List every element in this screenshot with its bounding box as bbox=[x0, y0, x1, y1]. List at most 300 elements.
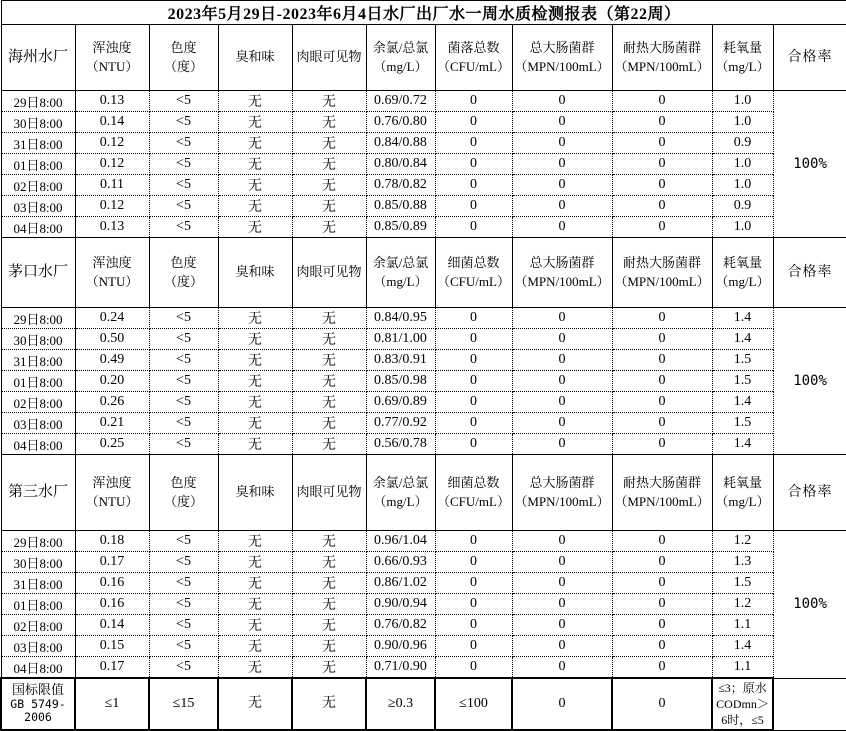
column-header-unit: （NTU） bbox=[85, 273, 139, 289]
value-cell: 1.0 bbox=[712, 91, 773, 112]
value-cell: 0 bbox=[612, 636, 712, 657]
value-cell: 0 bbox=[612, 329, 712, 350]
column-header-unit: （mg/L） bbox=[715, 58, 770, 74]
value-cell: <5 bbox=[149, 531, 218, 552]
value-cell: 0.85/0.88 bbox=[366, 196, 435, 217]
limit-value-cell: 0 bbox=[512, 678, 612, 730]
value-cell: 0.11 bbox=[75, 175, 149, 196]
value-cell: 0 bbox=[512, 636, 612, 657]
value-cell: 无 bbox=[218, 615, 292, 636]
value-cell: <5 bbox=[149, 308, 218, 329]
limits-label-line: 2006 bbox=[24, 710, 52, 725]
value-cell: 0 bbox=[512, 91, 612, 112]
column-header-unit: （度） bbox=[163, 58, 203, 74]
value-cell: 0.66/0.93 bbox=[366, 552, 435, 573]
time-cell: 29日8:00 bbox=[1, 308, 75, 329]
value-cell: 0 bbox=[512, 531, 612, 552]
value-cell: 0 bbox=[435, 308, 512, 329]
value-cell: 0 bbox=[512, 657, 612, 679]
value-cell: 无 bbox=[218, 573, 292, 594]
column-header-name: 耐热大肠菌群 bbox=[622, 255, 701, 271]
page-title: 2023年5月29日-2023年6月4日水厂出厂水一周水质检测报表（第22周） bbox=[1, 1, 846, 25]
pass-rate-cell: 100% bbox=[773, 308, 846, 455]
value-cell: 无 bbox=[218, 392, 292, 413]
value-cell: 0 bbox=[612, 413, 712, 434]
time-cell: 03日8:00 bbox=[1, 413, 75, 434]
pass-rate-label: 合格率 bbox=[773, 238, 846, 308]
time-cell: 01日8:00 bbox=[1, 371, 75, 392]
time-cell: 03日8:00 bbox=[1, 196, 75, 217]
column-header-unit: （MPN/100mL） bbox=[614, 273, 710, 289]
column-header bbox=[435, 455, 512, 531]
value-cell: 0 bbox=[612, 91, 712, 112]
data-row bbox=[1, 657, 846, 679]
value-cell: 0.84/0.88 bbox=[366, 133, 435, 154]
data-row bbox=[1, 133, 846, 154]
value-cell: 0 bbox=[435, 112, 512, 133]
data-row bbox=[1, 371, 846, 392]
column-header bbox=[218, 455, 292, 531]
value-cell: 无 bbox=[292, 133, 366, 154]
column-header-unit: （mg/L） bbox=[373, 273, 428, 289]
limit-value-cell: ≥0.3 bbox=[366, 678, 435, 730]
column-header-name: 总大肠菌群 bbox=[529, 475, 595, 491]
value-cell: 0.14 bbox=[75, 615, 149, 636]
value-cell: <5 bbox=[149, 573, 218, 594]
value-cell: 0.86/1.02 bbox=[366, 573, 435, 594]
column-header bbox=[292, 238, 366, 308]
limits-label-line: 国标限值 bbox=[11, 682, 64, 698]
value-cell: 无 bbox=[218, 329, 292, 350]
column-header bbox=[712, 238, 773, 308]
value-cell: 0 bbox=[435, 657, 512, 679]
value-cell: 0 bbox=[512, 112, 612, 133]
data-row bbox=[1, 636, 846, 657]
column-header-unit: （NTU） bbox=[85, 58, 139, 74]
column-header bbox=[512, 238, 612, 308]
time-cell: 30日8:00 bbox=[1, 112, 75, 133]
value-cell: 0.85/0.98 bbox=[366, 371, 435, 392]
value-cell: <5 bbox=[149, 154, 218, 175]
value-cell: 0 bbox=[435, 133, 512, 154]
value-cell: <5 bbox=[149, 133, 218, 154]
value-cell: 0 bbox=[435, 371, 512, 392]
value-cell: 无 bbox=[218, 434, 292, 455]
column-header-name: 余氯/总氯 bbox=[372, 475, 429, 491]
column-header-unit: （mg/L） bbox=[373, 493, 428, 509]
value-cell: 0 bbox=[435, 217, 512, 238]
time-cell: 30日8:00 bbox=[1, 552, 75, 573]
limit-value-cell: ≤100 bbox=[435, 678, 512, 730]
value-cell: 0.90/0.94 bbox=[366, 594, 435, 615]
value-cell: 0 bbox=[612, 175, 712, 196]
value-cell: 0 bbox=[435, 329, 512, 350]
value-cell: 0 bbox=[512, 133, 612, 154]
value-cell: <5 bbox=[149, 112, 218, 133]
pass-rate-cell: 100% bbox=[773, 91, 846, 238]
column-header-name: 臭和味 bbox=[235, 49, 275, 65]
value-cell: 无 bbox=[292, 175, 366, 196]
value-cell: 0 bbox=[612, 552, 712, 573]
value-cell: <5 bbox=[149, 413, 218, 434]
value-cell: <5 bbox=[149, 392, 218, 413]
value-cell: 1.0 bbox=[712, 175, 773, 196]
value-cell: 无 bbox=[292, 308, 366, 329]
time-cell: 31日8:00 bbox=[1, 133, 75, 154]
value-cell: 0 bbox=[512, 350, 612, 371]
column-header-unit: （MPN/100mL） bbox=[614, 58, 710, 74]
limit-value-cell: ≤1 bbox=[75, 678, 149, 730]
value-cell: 无 bbox=[218, 217, 292, 238]
value-cell: 1.0 bbox=[712, 112, 773, 133]
value-cell: 无 bbox=[292, 329, 366, 350]
value-cell: 1.2 bbox=[712, 594, 773, 615]
time-cell: 31日8:00 bbox=[1, 350, 75, 371]
column-header-name: 耐热大肠菌群 bbox=[622, 40, 701, 56]
value-cell: 0 bbox=[612, 154, 712, 175]
value-cell: 1.2 bbox=[712, 531, 773, 552]
time-cell: 03日8:00 bbox=[1, 636, 75, 657]
column-header-name: 色度 bbox=[170, 475, 197, 491]
plant-name: 第三水厂 bbox=[1, 455, 75, 531]
value-cell: 0.69/0.89 bbox=[366, 392, 435, 413]
value-cell: 无 bbox=[218, 552, 292, 573]
value-cell: 0 bbox=[435, 196, 512, 217]
column-header-name: 菌落总数 bbox=[447, 40, 500, 56]
value-cell: <5 bbox=[149, 175, 218, 196]
column-header-unit: （NTU） bbox=[85, 493, 139, 509]
value-cell: <5 bbox=[149, 615, 218, 636]
value-cell: 无 bbox=[218, 175, 292, 196]
value-cell: 0 bbox=[512, 196, 612, 217]
column-header bbox=[712, 455, 773, 531]
time-cell: 30日8:00 bbox=[1, 329, 75, 350]
column-header bbox=[292, 455, 366, 531]
value-cell: 0.96/1.04 bbox=[366, 531, 435, 552]
time-cell: 04日8:00 bbox=[1, 217, 75, 238]
value-cell: 无 bbox=[292, 91, 366, 112]
data-row bbox=[1, 615, 846, 636]
value-cell: 无 bbox=[218, 308, 292, 329]
column-header bbox=[218, 25, 292, 91]
value-cell: <5 bbox=[149, 196, 218, 217]
column-header-name: 余氯/总氯 bbox=[372, 255, 429, 271]
value-cell: 0.16 bbox=[75, 594, 149, 615]
value-cell: 0 bbox=[512, 175, 612, 196]
value-cell: <5 bbox=[149, 329, 218, 350]
value-cell: 0.9 bbox=[712, 133, 773, 154]
section-header-row bbox=[1, 25, 846, 91]
value-cell: 无 bbox=[218, 112, 292, 133]
value-cell: 无 bbox=[218, 413, 292, 434]
value-cell: 0 bbox=[435, 350, 512, 371]
column-header bbox=[366, 25, 435, 91]
value-cell: 无 bbox=[218, 91, 292, 112]
value-cell: 0.85/0.89 bbox=[366, 217, 435, 238]
data-row bbox=[1, 434, 846, 455]
value-cell: 1.4 bbox=[712, 329, 773, 350]
value-cell: 0 bbox=[612, 594, 712, 615]
column-header bbox=[712, 25, 773, 91]
value-cell: <5 bbox=[149, 594, 218, 615]
value-cell: 0 bbox=[512, 413, 612, 434]
time-cell: 02日8:00 bbox=[1, 175, 75, 196]
value-cell: 0 bbox=[512, 329, 612, 350]
value-cell: 0.13 bbox=[75, 217, 149, 238]
value-cell: 0 bbox=[512, 615, 612, 636]
column-header bbox=[435, 25, 512, 91]
column-header bbox=[218, 238, 292, 308]
value-cell: 0.17 bbox=[75, 552, 149, 573]
value-cell: 无 bbox=[292, 392, 366, 413]
value-cell: 0.9 bbox=[712, 196, 773, 217]
column-header bbox=[366, 238, 435, 308]
value-cell: 无 bbox=[292, 350, 366, 371]
value-cell: 无 bbox=[292, 636, 366, 657]
value-cell: 0 bbox=[512, 573, 612, 594]
value-cell: 无 bbox=[292, 434, 366, 455]
value-cell: 0.16 bbox=[75, 573, 149, 594]
column-header-unit: （度） bbox=[163, 273, 203, 289]
value-cell: 1.4 bbox=[712, 434, 773, 455]
data-row bbox=[1, 154, 846, 175]
column-header-name: 色度 bbox=[170, 40, 197, 56]
value-cell: 无 bbox=[292, 371, 366, 392]
column-header bbox=[75, 238, 149, 308]
value-cell: 0 bbox=[435, 594, 512, 615]
column-header bbox=[512, 25, 612, 91]
value-cell: 1.5 bbox=[712, 413, 773, 434]
column-header bbox=[75, 455, 149, 531]
value-cell: 0.50 bbox=[75, 329, 149, 350]
value-cell: 无 bbox=[218, 594, 292, 615]
column-header-name: 臭和味 bbox=[235, 264, 275, 280]
data-row bbox=[1, 112, 846, 133]
value-cell: 1.0 bbox=[712, 154, 773, 175]
column-header-name: 浑浊度 bbox=[92, 40, 132, 56]
section-header-row bbox=[1, 238, 846, 308]
value-cell: 0 bbox=[435, 154, 512, 175]
value-cell: <5 bbox=[149, 217, 218, 238]
limit-value-cell: 0 bbox=[612, 678, 712, 730]
column-header-unit: （CFU/mL） bbox=[437, 493, 510, 509]
limits-row bbox=[1, 678, 846, 730]
value-cell: 0 bbox=[435, 413, 512, 434]
value-cell: 0 bbox=[512, 217, 612, 238]
column-header-unit: （mg/L） bbox=[715, 493, 770, 509]
value-cell: <5 bbox=[149, 350, 218, 371]
column-header-name: 臭和味 bbox=[235, 484, 275, 500]
value-cell: 1.0 bbox=[712, 217, 773, 238]
time-cell: 02日8:00 bbox=[1, 392, 75, 413]
value-cell: 无 bbox=[292, 552, 366, 573]
column-header-name: 细菌总数 bbox=[447, 475, 500, 491]
value-cell: 0 bbox=[612, 112, 712, 133]
time-cell: 02日8:00 bbox=[1, 615, 75, 636]
value-cell: 0 bbox=[612, 350, 712, 371]
column-header bbox=[612, 25, 712, 91]
data-row bbox=[1, 91, 846, 112]
limits-pass-cell bbox=[773, 678, 846, 730]
value-cell: 0.20 bbox=[75, 371, 149, 392]
data-row bbox=[1, 175, 846, 196]
value-cell: 1.1 bbox=[712, 657, 773, 679]
value-cell: <5 bbox=[149, 434, 218, 455]
value-cell: 0 bbox=[612, 196, 712, 217]
limits-label-line: GB 5749- bbox=[10, 697, 66, 712]
value-cell: 无 bbox=[292, 154, 366, 175]
value-cell: 0.24 bbox=[75, 308, 149, 329]
column-header-unit: （MPN/100mL） bbox=[514, 58, 610, 74]
value-cell: 1.1 bbox=[712, 615, 773, 636]
value-cell: 0.12 bbox=[75, 154, 149, 175]
value-cell: 0 bbox=[435, 573, 512, 594]
value-cell: 无 bbox=[218, 350, 292, 371]
value-cell: 无 bbox=[218, 657, 292, 679]
value-cell: 0 bbox=[612, 217, 712, 238]
data-row bbox=[1, 573, 846, 594]
column-header bbox=[149, 455, 218, 531]
column-header-name: 总大肠菌群 bbox=[529, 40, 595, 56]
column-header bbox=[435, 238, 512, 308]
plant-name: 海州水厂 bbox=[1, 25, 75, 91]
column-header-unit: （MPN/100mL） bbox=[614, 493, 710, 509]
value-cell: 1.5 bbox=[712, 350, 773, 371]
value-cell: 0 bbox=[612, 573, 712, 594]
column-header-unit: （CFU/mL） bbox=[437, 58, 510, 74]
value-cell: 0.12 bbox=[75, 196, 149, 217]
value-cell: 0 bbox=[435, 615, 512, 636]
column-header-name: 耗氧量 bbox=[722, 255, 762, 271]
column-header-unit: （度） bbox=[163, 493, 203, 509]
data-row bbox=[1, 308, 846, 329]
value-cell: 0 bbox=[512, 434, 612, 455]
limit-value-cell: 无 bbox=[292, 678, 366, 730]
value-cell: 无 bbox=[292, 594, 366, 615]
value-cell: 0.17 bbox=[75, 657, 149, 679]
column-header-name: 肉眼可见物 bbox=[296, 49, 362, 65]
value-cell: 0.77/0.92 bbox=[366, 413, 435, 434]
limit-value-cell: 无 bbox=[218, 678, 292, 730]
value-cell: 1.5 bbox=[712, 371, 773, 392]
data-row bbox=[1, 350, 846, 371]
column-header bbox=[149, 238, 218, 308]
pass-rate-cell: 100% bbox=[773, 531, 846, 679]
value-cell: 0 bbox=[612, 371, 712, 392]
value-cell: 无 bbox=[218, 154, 292, 175]
value-cell: 无 bbox=[218, 196, 292, 217]
column-header-unit: （CFU/mL） bbox=[437, 273, 510, 289]
value-cell: 无 bbox=[292, 531, 366, 552]
value-cell: 0 bbox=[612, 392, 712, 413]
column-header bbox=[612, 455, 712, 531]
value-cell: 0.76/0.82 bbox=[366, 615, 435, 636]
value-cell: 1.3 bbox=[712, 552, 773, 573]
column-header-name: 浑浊度 bbox=[92, 475, 132, 491]
value-cell: <5 bbox=[149, 636, 218, 657]
time-cell: 01日8:00 bbox=[1, 594, 75, 615]
value-cell: 0.78/0.82 bbox=[366, 175, 435, 196]
value-cell: <5 bbox=[149, 91, 218, 112]
value-cell: 0.15 bbox=[75, 636, 149, 657]
value-cell: 0.13 bbox=[75, 91, 149, 112]
value-cell: 0 bbox=[512, 392, 612, 413]
data-row bbox=[1, 413, 846, 434]
value-cell: 无 bbox=[292, 657, 366, 679]
value-cell: 1.4 bbox=[712, 308, 773, 329]
column-header-name: 肉眼可见物 bbox=[296, 264, 362, 280]
value-cell: 0 bbox=[612, 434, 712, 455]
title-row bbox=[1, 1, 846, 25]
limit-value-cell: ≤15 bbox=[149, 678, 218, 730]
value-cell: 0.25 bbox=[75, 434, 149, 455]
value-cell: 0 bbox=[612, 531, 712, 552]
value-cell: <5 bbox=[149, 371, 218, 392]
data-row bbox=[1, 594, 846, 615]
time-cell: 31日8:00 bbox=[1, 573, 75, 594]
value-cell: 0.56/0.78 bbox=[366, 434, 435, 455]
column-header-name: 肉眼可见物 bbox=[296, 484, 362, 500]
column-header-name: 耐热大肠菌群 bbox=[622, 475, 701, 491]
value-cell: 无 bbox=[292, 217, 366, 238]
value-cell: 无 bbox=[218, 371, 292, 392]
column-header-unit: （MPN/100mL） bbox=[514, 493, 610, 509]
column-header bbox=[75, 25, 149, 91]
column-header-unit: （mg/L） bbox=[373, 58, 428, 74]
value-cell: 0 bbox=[435, 91, 512, 112]
data-row bbox=[1, 392, 846, 413]
value-cell: 0.84/0.95 bbox=[366, 308, 435, 329]
time-cell: 04日8:00 bbox=[1, 434, 75, 455]
column-header-unit: （MPN/100mL） bbox=[514, 273, 610, 289]
pass-rate-label: 合格率 bbox=[773, 25, 846, 91]
data-row bbox=[1, 531, 846, 552]
column-header bbox=[366, 455, 435, 531]
value-cell: 无 bbox=[218, 133, 292, 154]
pass-rate-label: 合格率 bbox=[773, 455, 846, 531]
value-cell: 0 bbox=[435, 434, 512, 455]
column-header-name: 色度 bbox=[170, 255, 197, 271]
value-cell: 无 bbox=[292, 196, 366, 217]
data-row bbox=[1, 196, 846, 217]
value-cell: 0.21 bbox=[75, 413, 149, 434]
column-header bbox=[512, 455, 612, 531]
value-cell: 0.80/0.84 bbox=[366, 154, 435, 175]
value-cell: 0.18 bbox=[75, 531, 149, 552]
plant-name: 茅口水厂 bbox=[1, 238, 75, 308]
column-header-name: 细菌总数 bbox=[447, 255, 500, 271]
value-cell: 0.49 bbox=[75, 350, 149, 371]
value-cell: 0.26 bbox=[75, 392, 149, 413]
value-cell: 无 bbox=[292, 573, 366, 594]
value-cell: 1.4 bbox=[712, 636, 773, 657]
value-cell: 无 bbox=[292, 112, 366, 133]
column-header bbox=[612, 238, 712, 308]
value-cell: 无 bbox=[292, 615, 366, 636]
column-header-name: 耗氧量 bbox=[722, 475, 762, 491]
column-header-name: 耗氧量 bbox=[722, 40, 762, 56]
column-header-name: 浑浊度 bbox=[92, 255, 132, 271]
value-cell: <5 bbox=[149, 552, 218, 573]
value-cell: 0.76/0.80 bbox=[366, 112, 435, 133]
value-cell: 无 bbox=[218, 636, 292, 657]
value-cell: 0 bbox=[512, 594, 612, 615]
data-row bbox=[1, 552, 846, 573]
value-cell: 0 bbox=[512, 552, 612, 573]
value-cell: 0 bbox=[435, 392, 512, 413]
value-cell: 0 bbox=[612, 308, 712, 329]
value-cell: 无 bbox=[218, 531, 292, 552]
